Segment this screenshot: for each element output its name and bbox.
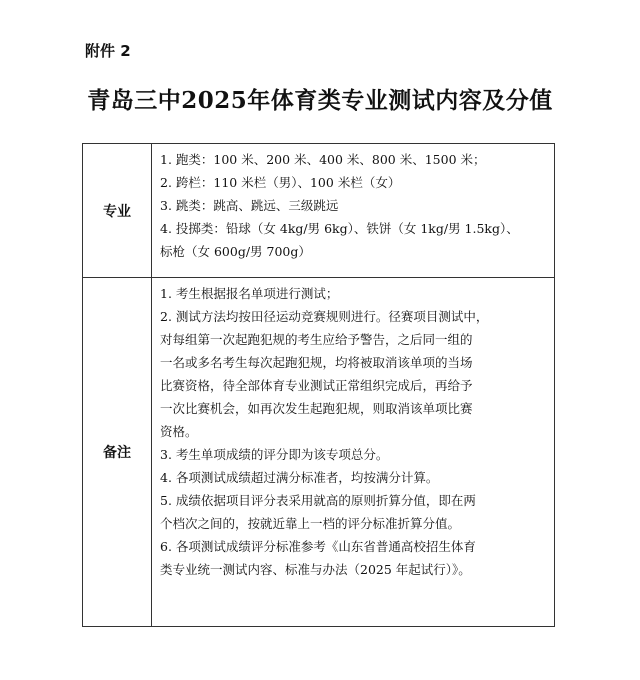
table-row-major bbox=[83, 144, 555, 278]
notes-label: 备注 bbox=[83, 278, 152, 627]
notes-line: 4. 各项测试成绩超过满分标准者，均按满分计算。 bbox=[160, 470, 439, 485]
major-line: 3. 跳类：跳高、跳远、三级跳远 bbox=[160, 198, 339, 213]
notes-line: 3. 考生单项成绩的评分即为该专项总分。 bbox=[160, 447, 389, 462]
major-line: 标枪（女 600g/男 700g） bbox=[160, 244, 311, 259]
notes-line: 6. 各项测试成绩评分标准参考《山东省普通高校招生体育 bbox=[160, 539, 476, 554]
notes-line: 5. 成绩依据项目评分表采用就高的原则折算分值，即在两 bbox=[160, 493, 476, 508]
notes-content bbox=[152, 278, 555, 627]
major-line: 1. 跑类：100 米、200 米、400 米、800 米、1500 米； bbox=[160, 152, 486, 167]
notes-line: 1. 考生根据报名单项进行测试； bbox=[160, 286, 339, 301]
major-line: 4. 投掷类：铅球（女 4kg/男 6kg）、铁饼（女 1kg/男 1.5kg）、 bbox=[160, 221, 519, 236]
major-content bbox=[152, 144, 555, 278]
notes-line: 对每组第一次起跑犯规的考生应给予警告，之后同一组的 bbox=[160, 332, 473, 347]
notes-line: 一次比赛机会，如再次发生起跑犯规，则取消该单项比赛 bbox=[160, 401, 473, 416]
notes-line: 个档次之间的，按就近靠上一档的评分标准折算分值。 bbox=[160, 516, 461, 531]
major-label: 专业 bbox=[83, 144, 152, 278]
content-table bbox=[82, 143, 555, 627]
notes-line: 类专业统一测试内容、标准与办法（2025 年起试行）》。 bbox=[160, 562, 471, 577]
major-line: 2. 跨栏：110 米栏（男）、100 米栏（女） bbox=[160, 175, 401, 190]
notes-line: 比赛资格，待全部体育专业测试正常组织完成后，再给予 bbox=[160, 378, 473, 393]
notes-line: 一名或多名考生每次起跑犯规，均将被取消该单项的当场 bbox=[160, 355, 473, 370]
notes-line: 资格。 bbox=[160, 424, 198, 439]
table-row-notes bbox=[83, 278, 555, 627]
document-title: 青岛三中2025年体育类专业测试内容及分值 bbox=[87, 87, 553, 114]
notes-line: 2. 测试方法均按田径运动竞赛规则进行。径赛项目测试中， bbox=[160, 309, 489, 324]
attachment-label: 附件 2 bbox=[85, 42, 131, 60]
